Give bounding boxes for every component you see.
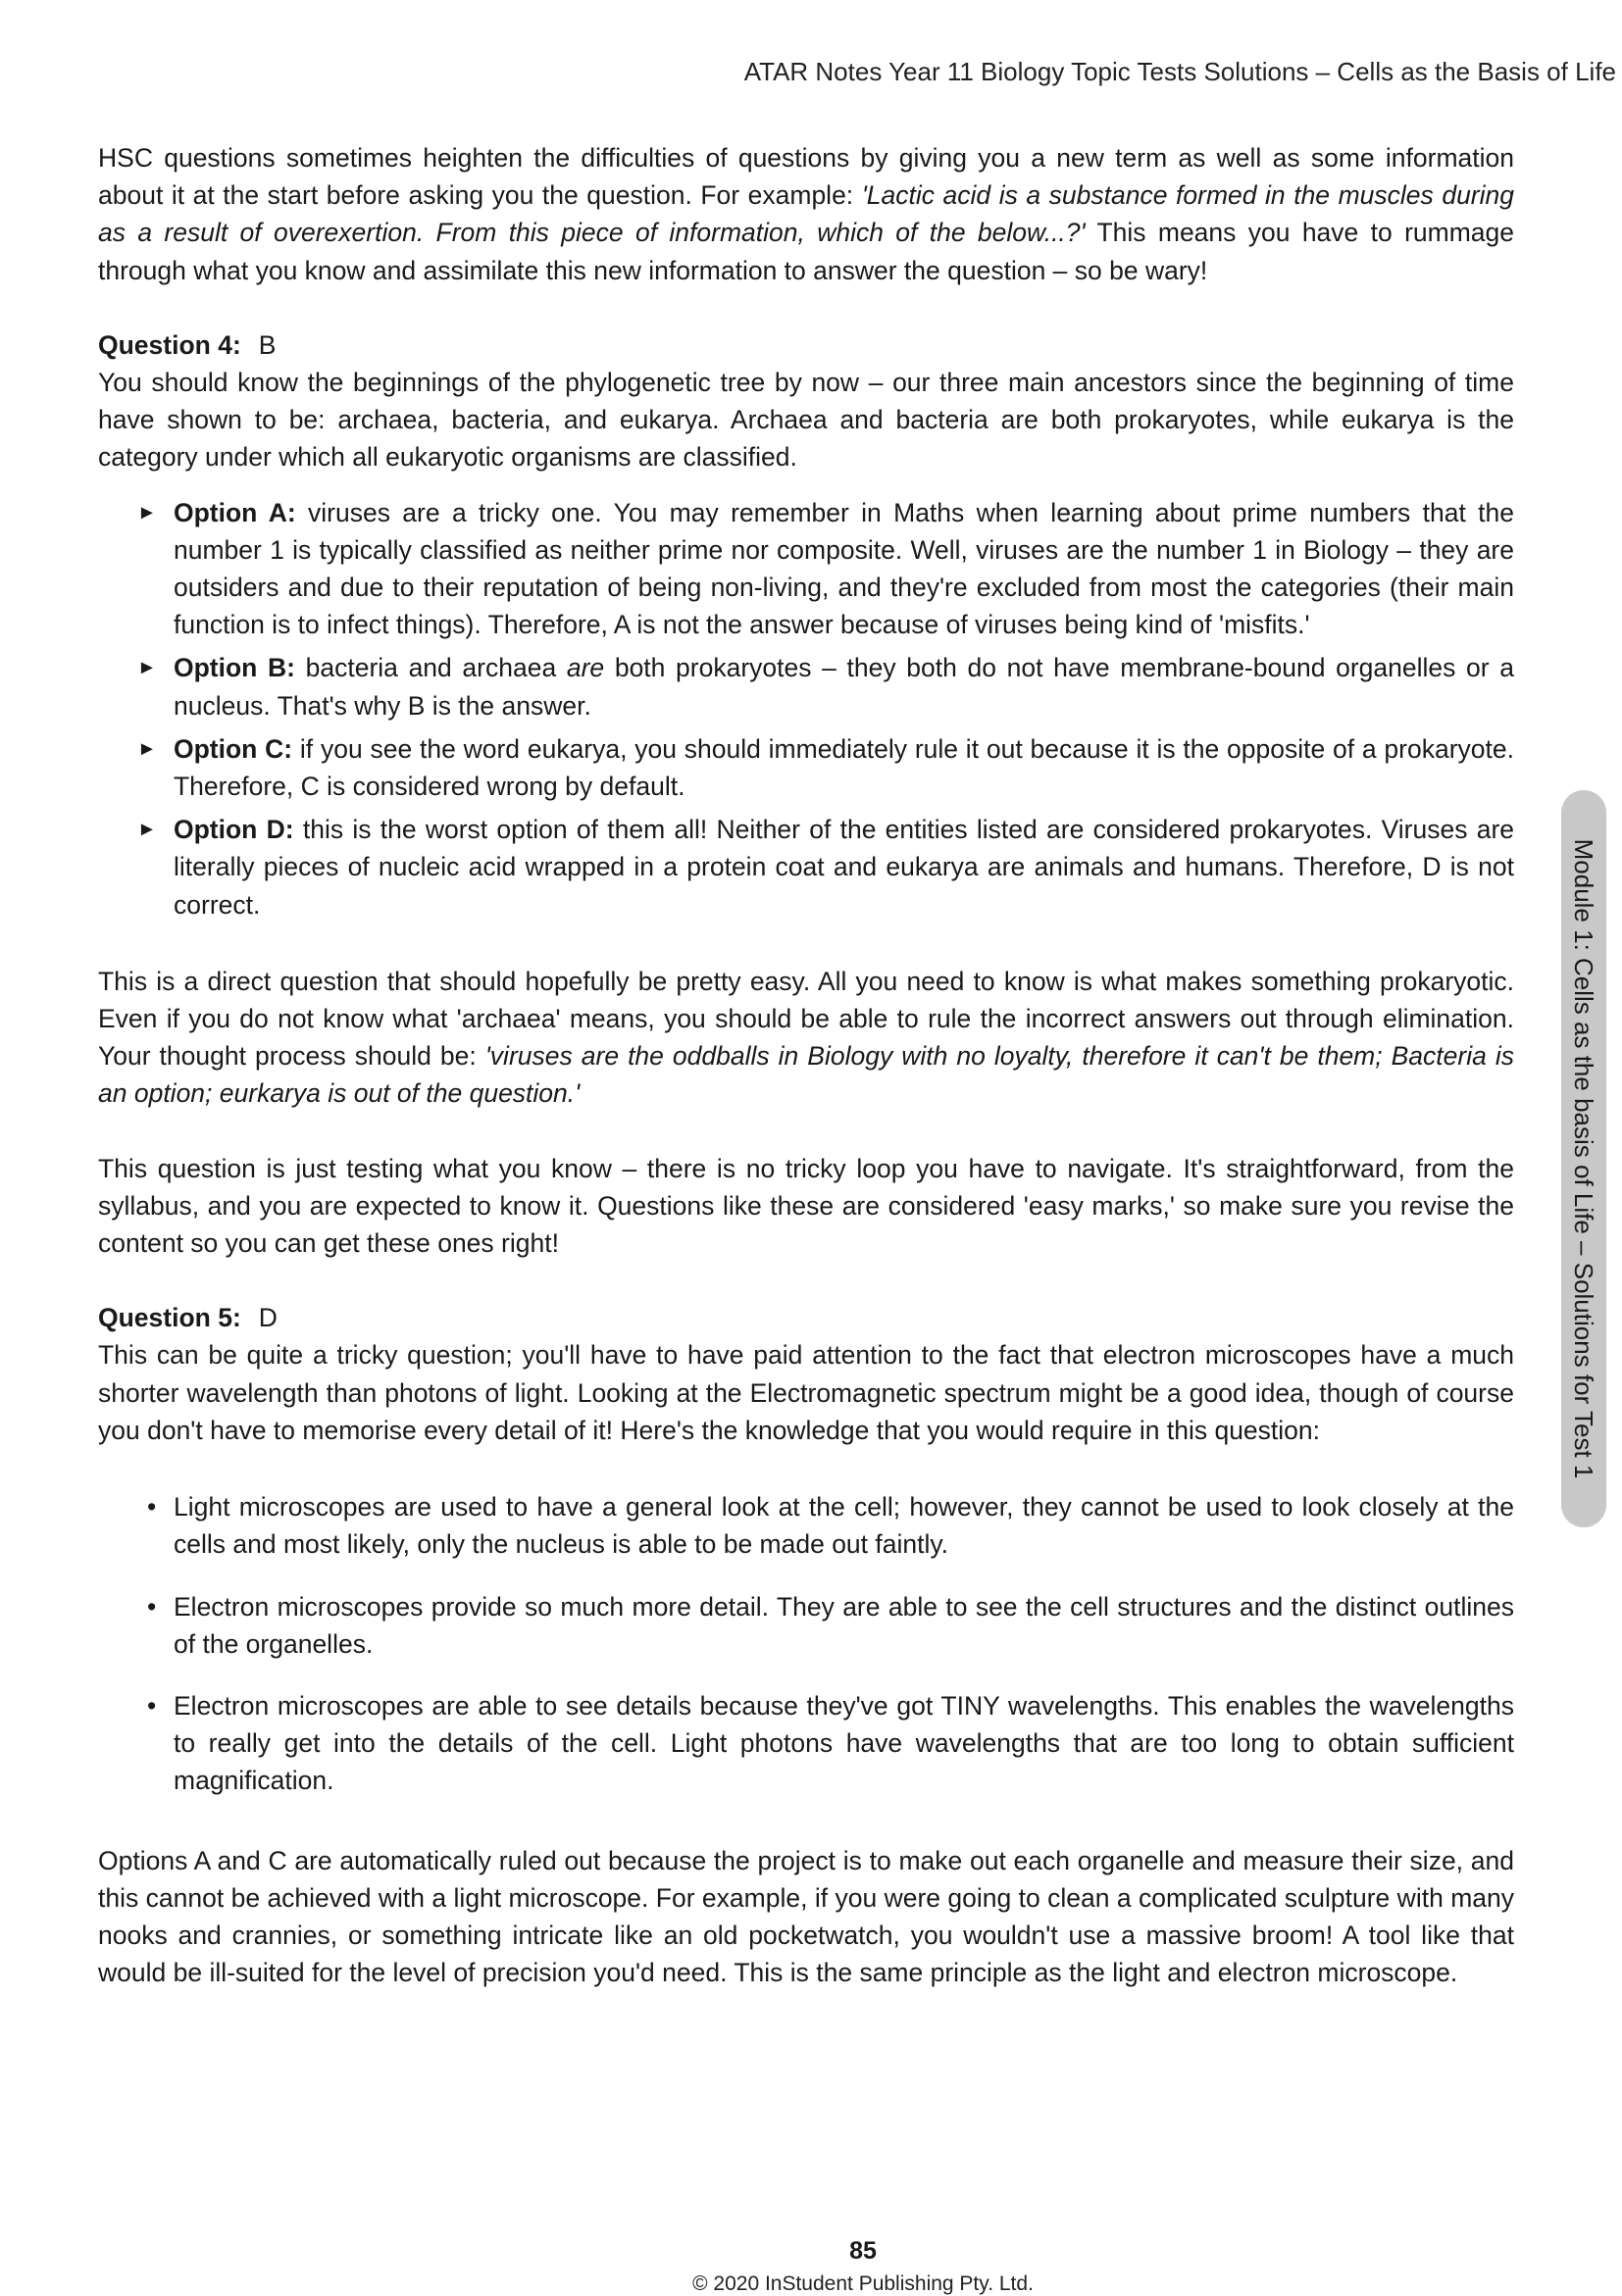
page-content bbox=[98, 139, 1514, 1991]
option-d-label: Option D: bbox=[174, 815, 294, 845]
option-d-item bbox=[98, 811, 1514, 923]
question-4-paragraph-3: This question is just testing what you know – there is no tricky loop you have to navigate. It's straightforward, from the syllabus, and you are expected to know it. Questions like these are considered 'easy marks,' so make sure you revise the content so you can get these ones right! bbox=[98, 1153, 1514, 1259]
question-4-options bbox=[98, 494, 1514, 923]
option-a-item bbox=[98, 494, 1514, 644]
question-5-answer: D bbox=[258, 1303, 278, 1333]
knowledge-item-text: Light microscopes are used to have a general look at the cell; however, they cannot be used to look closely at the cells and most likely, only the nucleus is able to be made out faintly. bbox=[174, 1492, 1514, 1560]
bullet-dot-icon: • bbox=[147, 1492, 157, 1522]
triangle-bullet-icon: ► bbox=[137, 819, 157, 841]
question-5-knowledge-list bbox=[98, 1488, 1514, 1799]
module-side-tab-label: Module 1: Cells as the basis of Life – Solutions for Test 1 bbox=[1569, 838, 1599, 1479]
option-d-text: this is the worst option of them all! Neither of the entities listed are considered prokaryotes. Viruses are literally pieces of nucleic acid wrapped in a protein coat and eukarya are animals and humans. Therefore, D is not correct. bbox=[174, 815, 1515, 920]
knowledge-item-text: Electron microscopes provide so much more detail. They are able to see the cell structures and the distinct outlines of the organelles. bbox=[174, 1591, 1514, 1659]
module-side-tab bbox=[1561, 790, 1606, 1527]
question-5-label: Question 5: bbox=[98, 1303, 241, 1333]
question-4-heading bbox=[98, 326, 1514, 364]
knowledge-item bbox=[98, 1488, 1514, 1563]
intro-example-quote: 'Lactic acid is a substance formed in the muscles during as a result of overexertion. From this piece of information, which of the below...?' bbox=[98, 180, 1514, 248]
triangle-bullet-icon: ► bbox=[137, 737, 157, 760]
option-a-label: Option A: bbox=[174, 497, 296, 527]
option-b-emphasis: are bbox=[566, 653, 605, 683]
option-c-text: if you see the word eukarya, you should immediately rule it out because it is the opposite of a prokaryote. Therefore, C is considered wrong by default. bbox=[174, 733, 1514, 802]
option-c-item bbox=[98, 730, 1514, 805]
question-4-paragraph-2-text: This is a direct question that should hopefully be pretty easy. All you need to know is what makes something prokaryotic. Even if you do not know what 'archaea' means, you should be able to rule the incorrect answers out through elimination. Your thought process should be: bbox=[98, 966, 1514, 1072]
question-5-paragraph-2: Options A and C are automatically ruled out because the project is to make out each organelle and measure their size, and this cannot be achieved with a light microscope. For example, if you were going to clean a complicated sculpture with many nooks and crannies, or something intricate like an old pocketwatch, you wouldn't use a massive broom! A tool like that would be ill-suited for the level of precision you'd need. This is the same principle as the light and electron microscope. bbox=[98, 1845, 1514, 1988]
intro-text-3: This means you have to rummage through what you know and assimilate this new information to answer the question – so be wary! bbox=[98, 218, 1514, 285]
question-4-paragraph-2 bbox=[98, 963, 1514, 1113]
question-4-paragraph-1: You should know the beginnings of the phylogenetic tree by now – our three main ancestors since the beginning of time have shown to be: archaea, bacteria, and eukarya. Archaea and bacteria are both prokaryotes, while eukarya is the category under which all eukaryotic organisms are classified. bbox=[98, 368, 1514, 473]
knowledge-item bbox=[98, 1588, 1514, 1663]
triangle-bullet-icon: ► bbox=[137, 501, 157, 524]
option-b-item bbox=[98, 649, 1514, 724]
option-c-label: Option C: bbox=[174, 733, 293, 764]
option-b-text-a: bacteria and archaea bbox=[294, 653, 567, 683]
page-number: 85 bbox=[849, 2237, 877, 2265]
option-a-text: viruses are a tricky one. You may remember in Maths when learning about prime numbers that the number 1 is typically classified as neither prime nor composite. Well, viruses are the number 1 in Biology – they are outsiders and due to their reputation of being non-living, and they're excluded from most the categories (their main function is to infect things). Therefore, A is not the answer because of viruses being kind of 'misfits.' bbox=[174, 497, 1515, 640]
triangle-bullet-icon: ► bbox=[137, 657, 157, 679]
running-header: ATAR Notes Year 11 Biology Topic Tests Solutions – Cells as the Basis of Life bbox=[743, 57, 1616, 86]
question-5-heading bbox=[98, 1299, 1514, 1336]
copyright-notice: © 2020 InStudent Publishing Pty. Ltd. bbox=[692, 2272, 1034, 2295]
question-4-thought-process-quote: 'viruses are the oddballs in Biology with no loyalty, therefore it can't be them; Bacteria is an option; eurkarya is out of the question.' bbox=[98, 1041, 1514, 1109]
bullet-dot-icon: • bbox=[147, 1690, 157, 1721]
intro-paragraph bbox=[98, 139, 1514, 289]
question-5-paragraph-1: This can be quite a tricky question; you'll have to have paid attention to the fact that electron microscopes have a much shorter wavelength than photons of light. Looking at the Electromagnetic spectrum might be a good idea, though of course you don't have to memorise every detail of it! Here's the knowledge that you would require in this question: bbox=[98, 1340, 1514, 1445]
knowledge-item-text: Electron microscopes are able to see details because they've got TINY wavelengths. This enables the wavelengths to really get into the details of the cell. Light photons have wavelengths that are too long to obtain sufficient magnification. bbox=[174, 1690, 1514, 1796]
knowledge-item bbox=[98, 1687, 1514, 1800]
question-4-answer: B bbox=[258, 329, 277, 360]
option-b-text-b: both prokaryotes – they both do not have membrane-bound organelles or a nucleus. That's why B is the answer. bbox=[174, 653, 1514, 721]
bullet-dot-icon: • bbox=[147, 1591, 157, 1622]
intro-text-1: HSC questions sometimes heighten the difficulties of questions by giving you a new term as well as some information about it at the start before asking you the question. For example: bbox=[98, 143, 1514, 211]
question-4-label: Question 4: bbox=[98, 329, 241, 360]
option-b-label: Option B: bbox=[174, 653, 295, 683]
